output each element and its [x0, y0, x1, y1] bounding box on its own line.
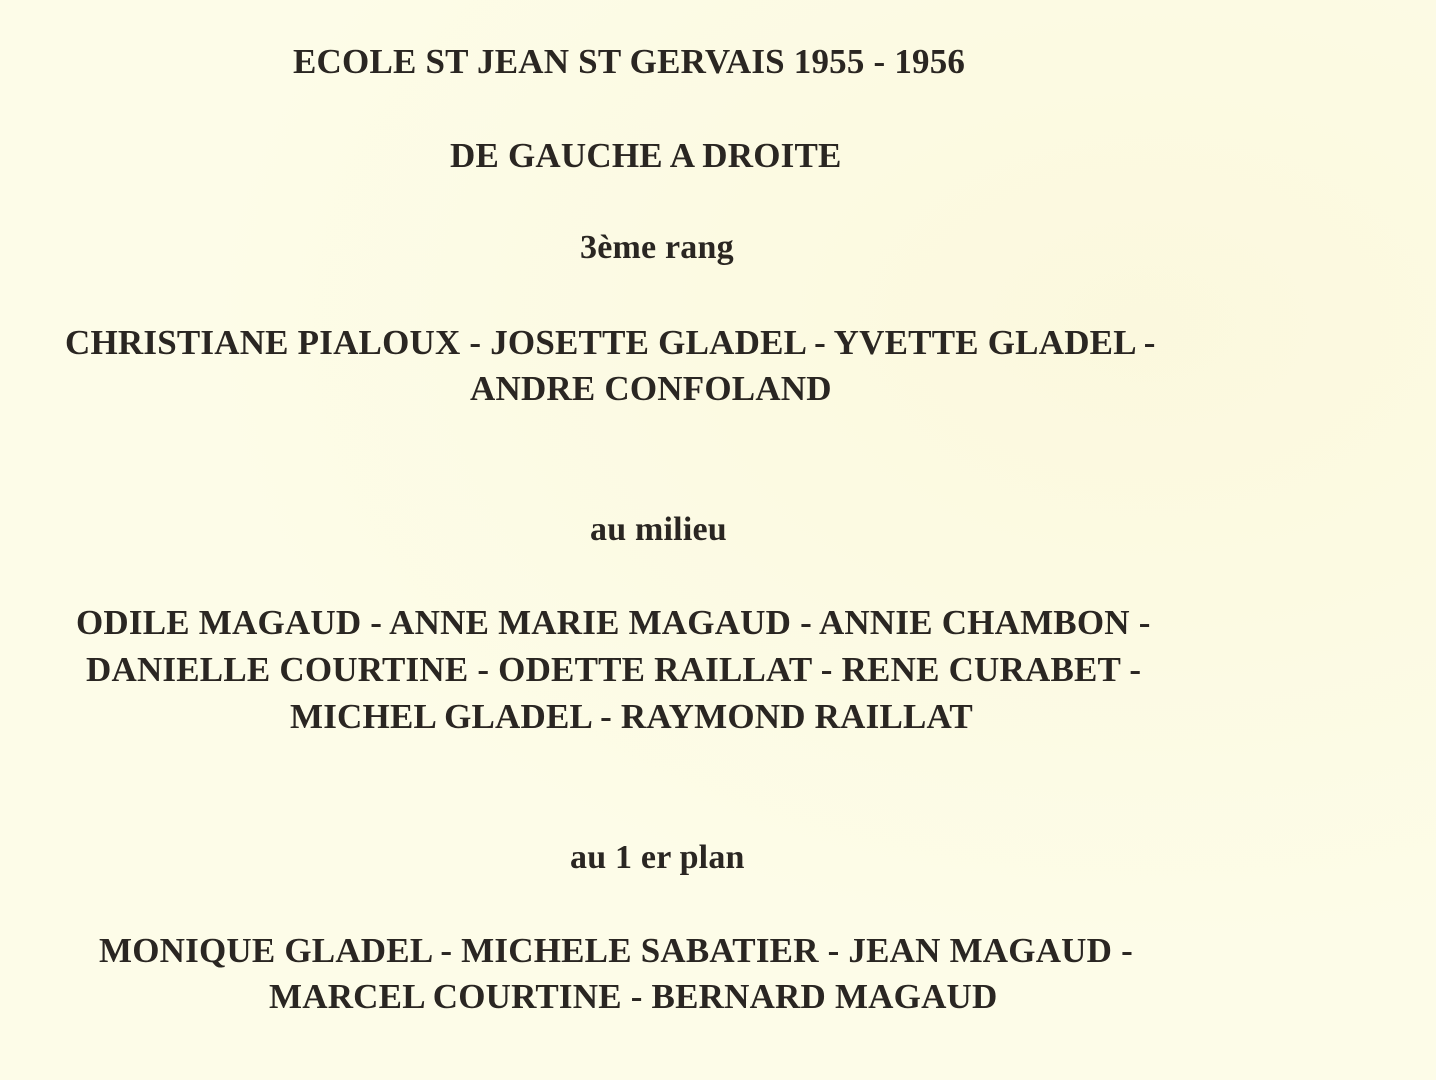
names-line: ODILE MAGAUD - ANNE MARIE MAGAUD - ANNIE CHAMBON -	[76, 603, 1151, 642]
section-heading-middle: au milieu	[590, 511, 727, 548]
names-line: MARCEL COURTINE - BERNARD MAGAUD	[269, 977, 998, 1016]
names-line: ANDRE CONFOLAND	[470, 369, 832, 408]
names-line: DANIELLE COURTINE - ODETTE RAILLAT - RENE CURABET -	[86, 650, 1142, 689]
names-line: CHRISTIANE PIALOUX - JOSETTE GLADEL - YVETTE GLADEL -	[65, 323, 1156, 362]
section-heading-foreground: au 1 er plan	[570, 839, 745, 876]
section-heading-third-row: 3ème rang	[580, 229, 734, 266]
page-subtitle: DE GAUCHE A DROITE	[450, 136, 842, 175]
names-line: MONIQUE GLADEL - MICHELE SABATIER - JEAN MAGAUD -	[99, 931, 1133, 970]
page-title: ECOLE ST JEAN ST GERVAIS 1955 - 1956	[293, 42, 966, 81]
names-line: MICHEL GLADEL - RAYMOND RAILLAT	[290, 697, 973, 736]
